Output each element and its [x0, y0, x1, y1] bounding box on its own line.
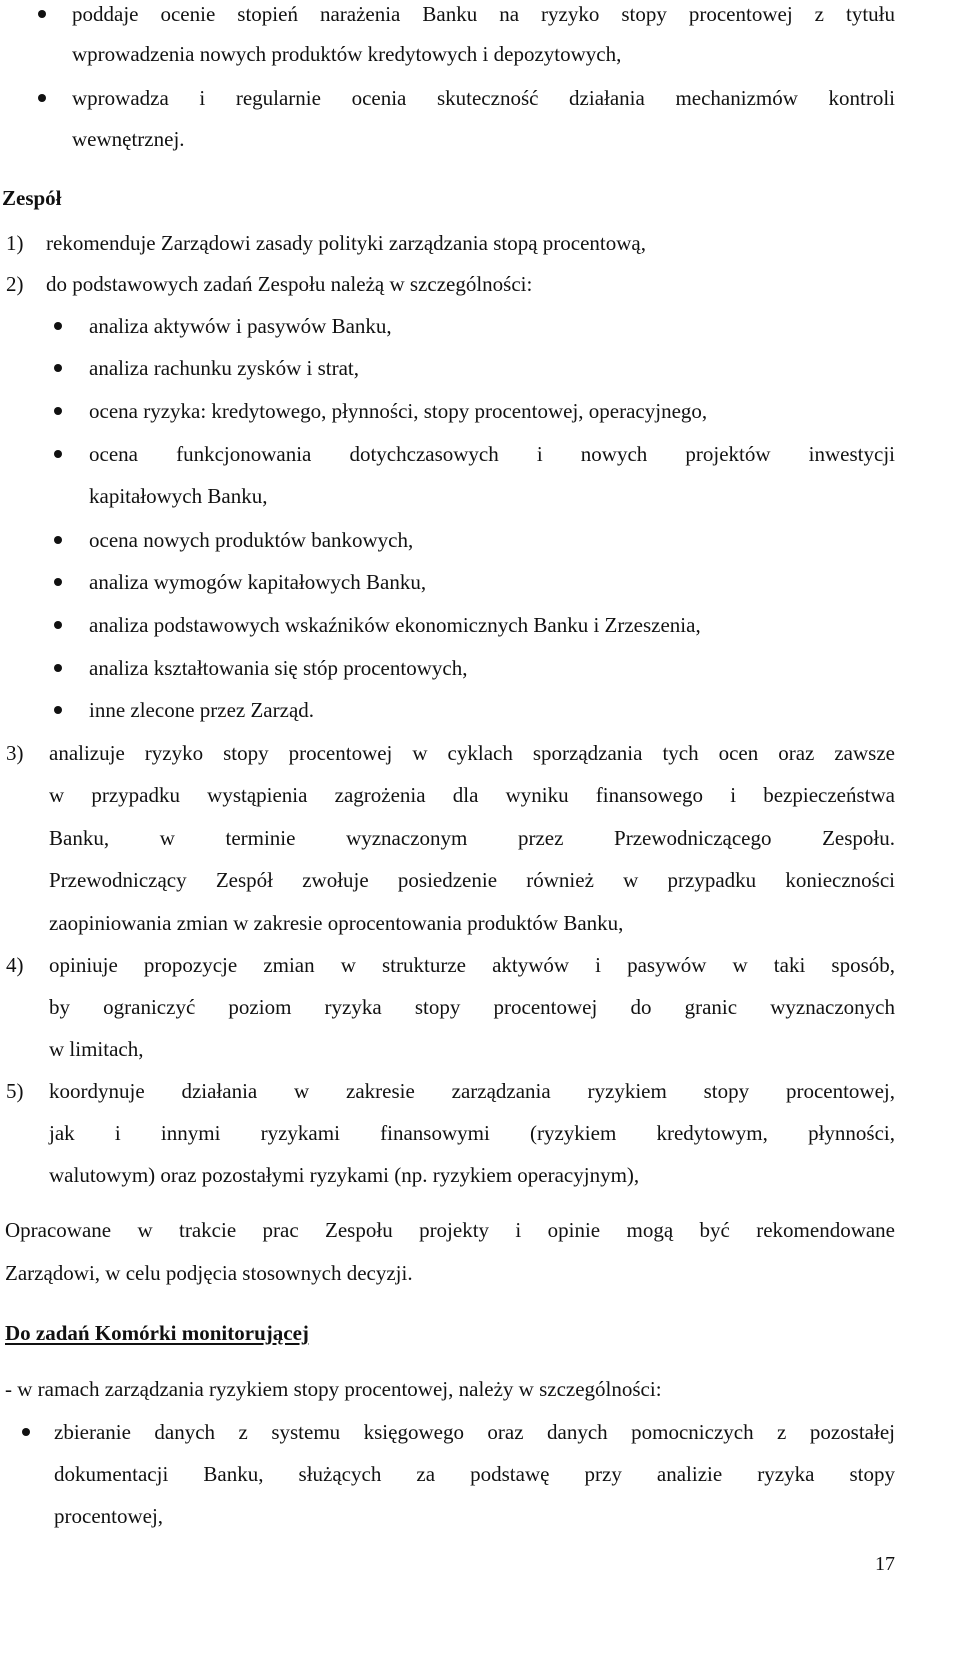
bullet-icon: [54, 578, 62, 586]
section-heading-zespol: Zespół: [2, 186, 62, 210]
sub-list-item: ocena nowych produktów bankowych,: [89, 528, 414, 552]
sub-list-item: kapitałowych Banku,: [89, 484, 268, 508]
bullet-icon: [38, 10, 46, 18]
sub-list-item: analiza podstawowych wskaźników ekonomicznych Banku i Zrzeszenia,: [89, 613, 701, 637]
bullet-line: procentowej,: [54, 1504, 164, 1528]
sub-list-item: analiza rachunku zysków i strat,: [89, 356, 359, 380]
list-number: 3): [6, 741, 24, 765]
bullet-icon: [54, 450, 62, 458]
bullet-line: poddaje ocenie stopień narażenia Banku na ryzyko stopy procentowej z tytułu: [72, 2, 895, 26]
list-item-text: koordynuje działania w zakresie zarządzania ryzykiem stopy procentowej,: [49, 1079, 895, 1103]
list-item-text: w limitach,: [49, 1037, 144, 1061]
list-number: 5): [6, 1079, 24, 1103]
bullet-icon: [54, 322, 62, 330]
list-item-text: rekomenduje Zarządowi zasady polityki zarządzania stopą procentową,: [46, 231, 646, 255]
list-number: 2): [6, 272, 24, 296]
bullet-icon: [38, 94, 46, 102]
sub-list-item: analiza wymogów kapitałowych Banku,: [89, 570, 427, 594]
sub-list-item: analiza kształtowania się stóp procentowych,: [89, 656, 468, 680]
list-item-text: walutowym) oraz pozostałymi ryzykami (np. ryzykiem operacyjnym),: [49, 1163, 640, 1187]
list-item-text: w przypadku wystąpienia zagrożenia dla wyniku finansowego i bezpieczeństwa: [49, 783, 895, 807]
bullet-icon: [22, 1428, 30, 1436]
bullet-icon: [54, 621, 62, 629]
list-number: 1): [6, 231, 24, 255]
intro-line: - w ramach zarządzania ryzykiem stopy procentowej, należy w szczególności:: [5, 1377, 662, 1401]
paragraph-line: Opracowane w trakcie prac Zespołu projekty i opinie mogą być rekomendowane: [5, 1218, 895, 1242]
bullet-line: wewnętrznej.: [72, 127, 185, 151]
list-number: 4): [6, 953, 24, 977]
page-number: 17: [875, 1553, 895, 1575]
sub-list-item: ocena funkcjonowania dotychczasowych i nowych projektów inwestycji: [89, 442, 895, 466]
bullet-line: wprowadza i regularnie ocenia skuteczność działania mechanizmów kontroli: [72, 86, 895, 110]
bullet-icon: [54, 407, 62, 415]
list-item-text: Przewodniczący Zespół zwołuje posiedzenie również w przypadku konieczności: [49, 868, 895, 892]
paragraph-line: Zarządowi, w celu podjęcia stosownych decyzji.: [5, 1261, 413, 1285]
list-item-text: opiniuje propozycje zmian w strukturze aktywów i pasywów w taki sposób,: [49, 953, 895, 977]
bullet-icon: [54, 706, 62, 714]
sub-list-item: analiza aktywów i pasywów Banku,: [89, 314, 392, 338]
list-item-text: by ograniczyć poziom ryzyka stopy procentowej do granic wyznaczonych: [49, 995, 895, 1019]
list-item-text: zaopiniowania zmian w zakresie oprocentowania produktów Banku,: [49, 911, 624, 935]
list-item-text: do podstawowych zadań Zespołu należą w szczególności:: [46, 272, 533, 296]
list-item-text: jak i innymi ryzykami finansowymi (ryzykiem kredytowym, płynności,: [49, 1121, 895, 1145]
bullet-icon: [54, 536, 62, 544]
bullet-icon: [54, 364, 62, 372]
bullet-line: zbieranie danych z systemu księgowego oraz danych pomocniczych z pozostałej: [54, 1420, 895, 1444]
bullet-line: dokumentacji Banku, służących za podstawę przy analizie ryzyka stopy: [54, 1462, 895, 1486]
list-item-text: Banku, w terminie wyznaczonym przez Przewodniczącego Zespołu.: [49, 826, 895, 850]
section-heading-komorka: Do zadań Komórki monitorującej: [5, 1321, 309, 1345]
list-item-text: analizuje ryzyko stopy procentowej w cyklach sporządzania tych ocen oraz zawsze: [49, 741, 895, 765]
bullet-icon: [54, 664, 62, 672]
bullet-line: wprowadzenia nowych produktów kredytowych i depozytowych,: [72, 42, 622, 66]
sub-list-item: inne zlecone przez Zarząd.: [89, 698, 315, 722]
sub-list-item: ocena ryzyka: kredytowego, płynności, stopy procentowej, operacyjnego,: [89, 399, 708, 423]
